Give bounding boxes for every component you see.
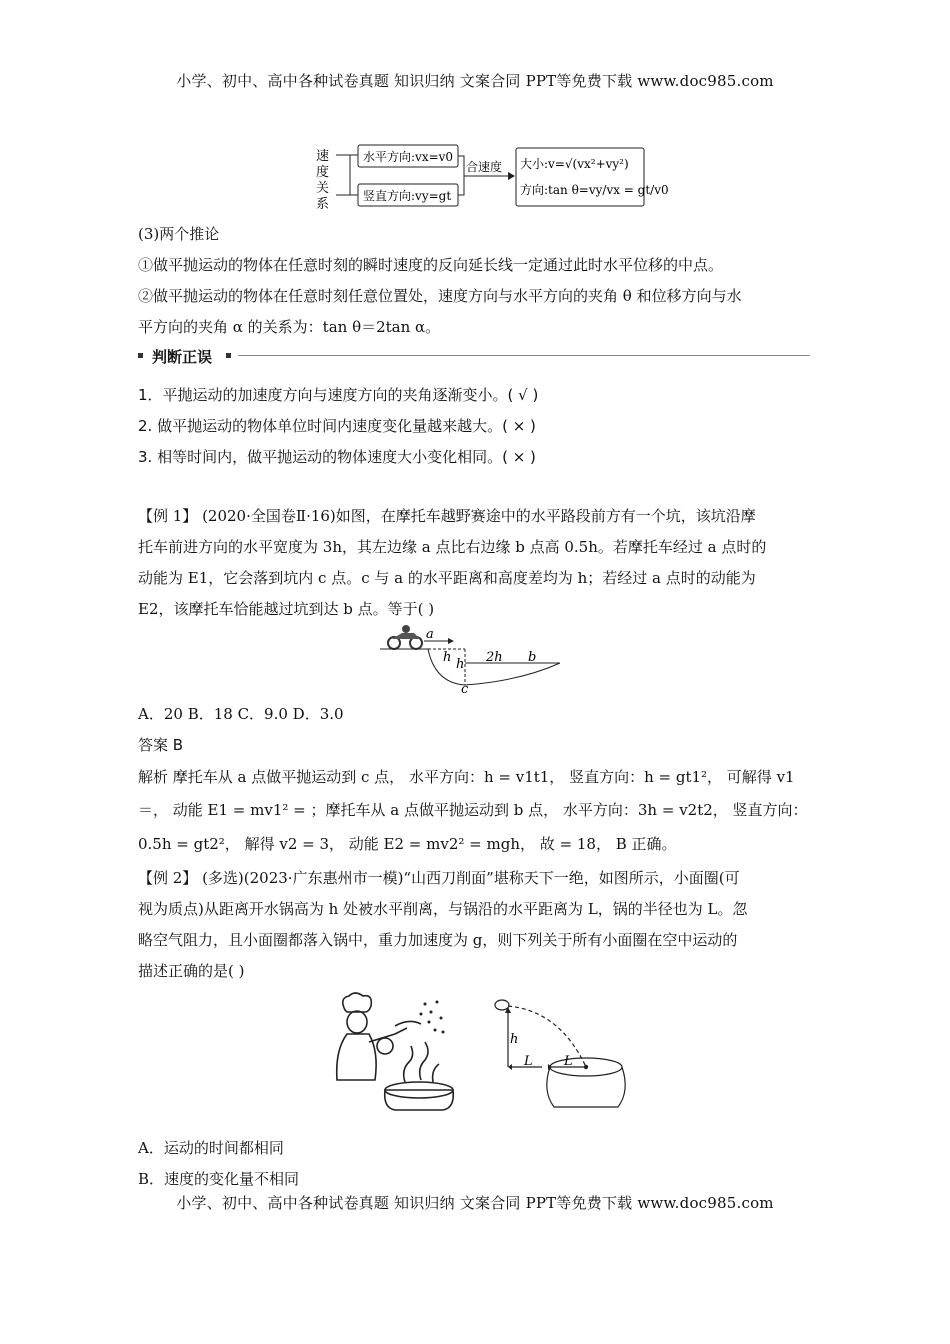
diagram-magnitude: 大小:v=√(vx²+vy²): [520, 157, 629, 171]
example1-options: A．20 B．18 C．9.0 D．3.0: [138, 705, 344, 723]
judge-item-2: 2. 做平抛运动的物体单位时间内速度变化量越来越大。( × ): [138, 417, 536, 435]
example1-analysis-2: ＝， 动能 E1 = mv1² = ；摩托车从 a 点做平抛运动到 b 点， 水平方向：3h = v2t2， 竖直方向：: [138, 801, 808, 819]
fig2-label-L1: L: [524, 1054, 533, 1069]
fig1-label-a: a: [426, 627, 434, 642]
diagram-horizontal: 水平方向:vx=v0: [363, 150, 454, 164]
diagram-side-label-3: 关: [316, 181, 330, 196]
example2-option-b: B．速度的变化量不相同: [138, 1170, 300, 1188]
fig1-label-c: c: [461, 682, 469, 697]
page-footer: 小学、初中、高中各种试卷真题 知识归纳 文案合同 PPT等免费下载 www.doc985.com: [176, 1194, 774, 1212]
diagram-vertical: 竖直方向:vy=gt: [363, 189, 452, 203]
example2-line2: 视为质点)从距离开水锅高为 h 处被水平削离，与锅沿的水平距离为 L，锅的半径也为 L。忽: [138, 900, 748, 918]
example2-line3: 略空气阻力，且小面圈都落入锅中，重力加速度为 g，则下列关于所有小面圈在空中运动的: [138, 931, 738, 949]
page-header: 小学、初中、高中各种试卷真题 知识归纳 文案合同 PPT等免费下载 www.doc985.com: [176, 72, 774, 90]
diagram-side-label-4: 系: [316, 197, 330, 212]
diagram-side-label-1: 速: [316, 149, 330, 164]
chef-noodle-illustration: [325, 990, 465, 1118]
velocity-relation-diagram: [310, 140, 669, 215]
fig1-label-2h: 2h: [486, 650, 503, 665]
heading-square-icon: [138, 353, 143, 358]
example1-analysis-3: 0.5h = gt2²， 解得 v2 = 3， 动能 E2 = mv2² = mgh， 故 = 18， B 正确。: [138, 835, 677, 853]
fig1-label-h1: h: [443, 650, 452, 665]
heading-square-icon: [226, 353, 231, 358]
judge-heading: [138, 346, 810, 366]
example2-option-a: A．运动的时间都相同: [138, 1139, 284, 1157]
example1-line4: E2，该摩托车恰能越过坑到达 b 点。等于( ): [138, 600, 435, 618]
example1-answer: 答案 B: [138, 736, 184, 754]
example1-line1: 【例 1】 (2020·全国卷Ⅱ·16)如图，在摩托车越野赛途中的水平路段前方有一个坑，该坑沿摩: [138, 507, 756, 525]
judge-item-3: 3. 相等时间内，做平抛运动的物体速度大小变化相同。( × ): [138, 448, 536, 466]
motorcycle-pit-figure: [380, 623, 570, 695]
example1-analysis-1: 解析 摩托车从 a 点做平抛运动到 c 点， 水平方向：h = v1t1， 竖直方向：h = gt1²， 可解得 v1: [138, 768, 795, 786]
fig2-label-h: h: [510, 1032, 519, 1047]
example1-line3: 动能为 E1，它会落到坑内 c 点。c 与 a 的水平距离和高度差均为 h；若经过 a 点时的动能为: [138, 569, 756, 587]
judge-title: 判断正误: [152, 348, 213, 366]
judge-item-1: 1．平抛运动的加速度方向与速度方向的夹角逐渐变小。( √ ): [138, 386, 539, 404]
diagram-direction: 方向:tan θ=vy/vx = gt/v0: [520, 183, 669, 197]
fig2-label-L2: L: [564, 1054, 573, 1069]
diagram-combine: 合速度: [466, 160, 503, 174]
fig1-label-b: b: [528, 650, 537, 665]
section3-item1: ①做平抛运动的物体在任意时刻的瞬时速度的反向延长线一定通过此时水平位移的中点。: [138, 256, 724, 274]
section3-title: (3)两个推论: [138, 225, 220, 243]
example1-line2: 托车前进方向的水平宽度为 3h，其左边缘 a 点比右边缘 b 点高 0.5h。若摩托车经过 a 点时的: [138, 538, 767, 556]
heading-rule: [238, 355, 810, 356]
example2-line4: 描述正确的是( ): [138, 962, 245, 980]
pot-trajectory-figure: [490, 995, 630, 1115]
section3-item2-line2: 平方向的夹角 α 的关系为：tan θ＝2tan α。: [138, 318, 441, 336]
example2-line1: 【例 2】 (多选)(2023·广东惠州市一模)“山西刀削面”堪称天下一绝，如图所示，小面圈(可: [138, 869, 740, 887]
section3-item2-line1: ②做平抛运动的物体在任意时刻任意位置处，速度方向与水平方向的夹角 θ 和位移方向与水: [138, 287, 742, 305]
motorcycle-icon: [388, 625, 422, 649]
fig1-label-h2: h: [456, 657, 465, 672]
diagram-side-label-2: 度: [316, 165, 330, 180]
